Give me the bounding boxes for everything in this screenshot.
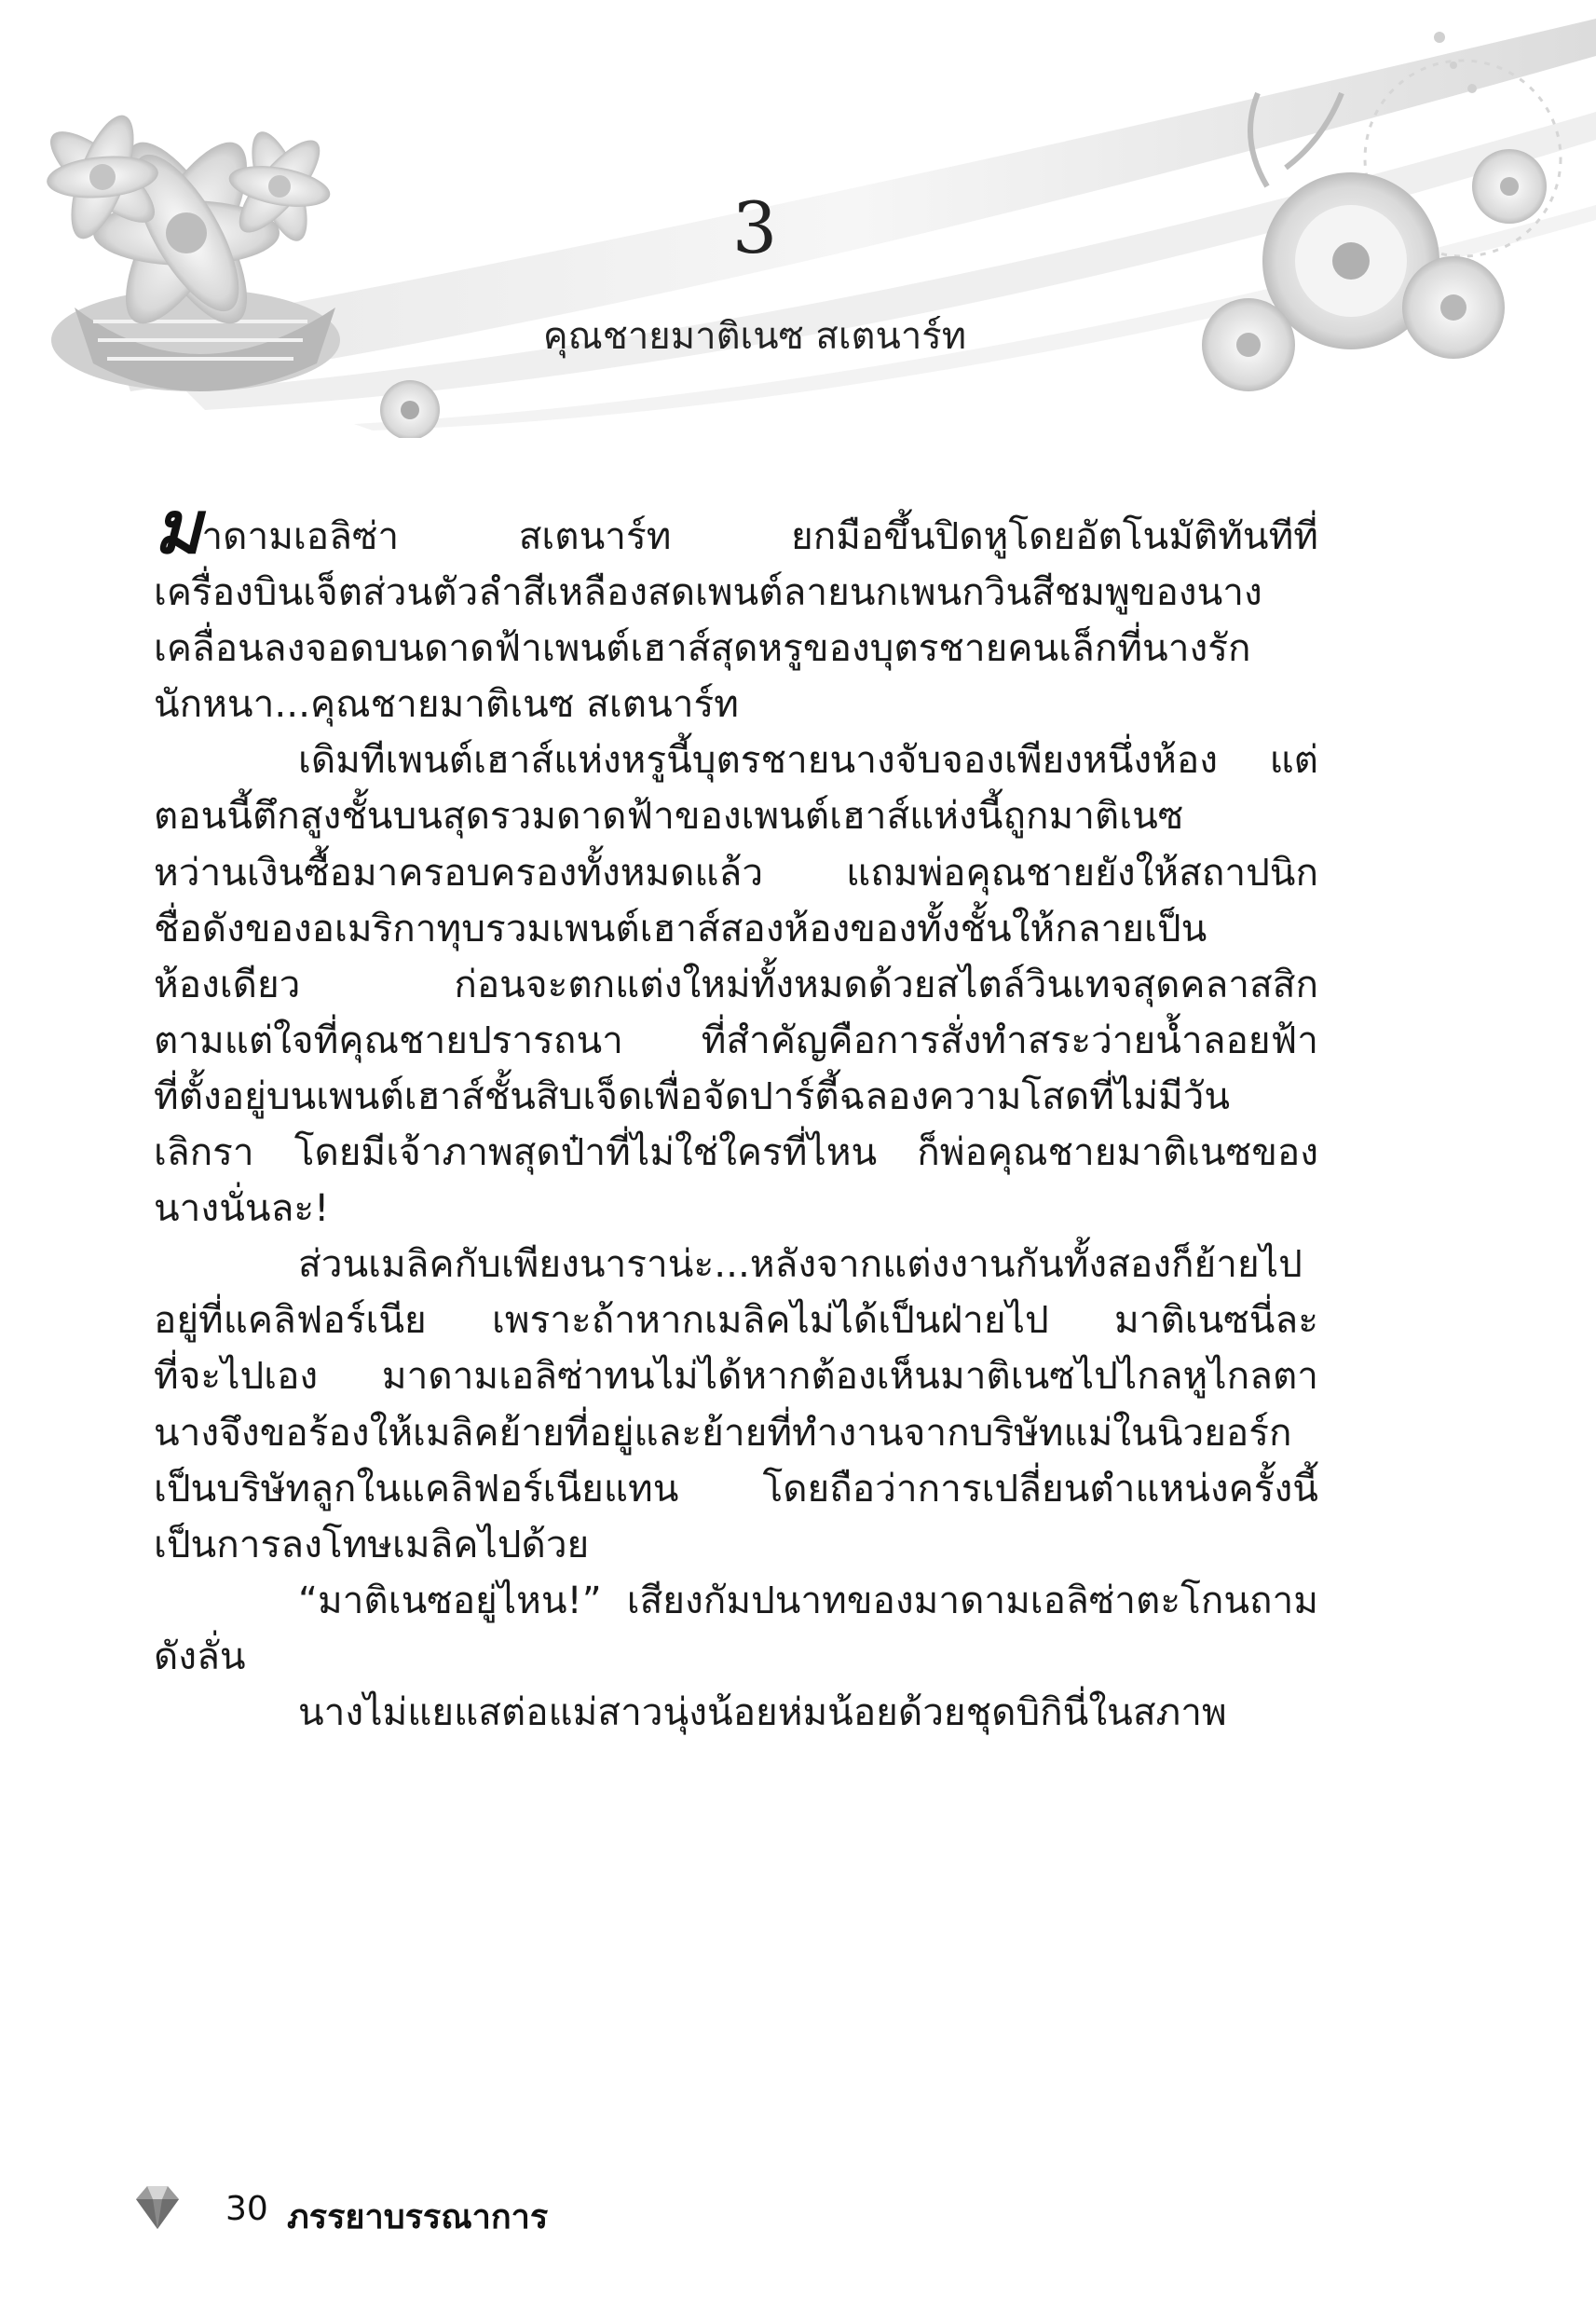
body-line-text: าดามเอลิซ่า สเตนาร์ท ยกมือขึ้นปิดหูโดยอัตโนมัติทันทีที่ <box>201 513 1318 558</box>
body-line: ส่วนเมลิคกับเพียงนาราน่ะ...หลังจากแต่งงานกันทั้งสองก็ย้ายไป <box>298 1241 1303 1287</box>
body-line: เครื่องบินเจ็ตส่วนตัวลำสีเหลืองสดเพนต์ลายนกเพนกวินสีชมพูของนาง <box>154 569 1262 615</box>
body-line: นางไม่แยแสต่อแม่สาวนุ่งน้อยห่มน้อยด้วยชุดบิกินี่ในสภาพ <box>298 1689 1227 1734</box>
body-line: เป็นบริษัทลูกในแคลิฟอร์เนียแทน โดยถือว่าการเปลี่ยนตำแหน่งครั้งนี้ <box>154 1465 1318 1511</box>
body-line: เป็นการลงโทษเมลิคไปด้วย <box>154 1521 590 1566</box>
body-line: ตามแต่ใจที่คุณชายปรารถนา ที่สำคัญคือการสั่งทำสระว่ายน้ำลอยฟ้า <box>154 1017 1318 1062</box>
body-line: “มาติเนซอยู่ไหน!” เสียงกัมปนาทของมาดามเอลิซ่าตะโกนถาม <box>298 1577 1318 1622</box>
body-line: อยู่ที่แคลิฟอร์เนีย เพราะถ้าหากเมลิคไม่ได้เป็นฝ่ายไป มาติเนซนี่ละ <box>154 1297 1318 1343</box>
body-line: นางจึงขอร้องให้เมลิคย้ายที่อยู่และย้ายที่ทำงานจากบริษัทแม่ในนิวยอร์ก <box>154 1409 1292 1455</box>
book-title: ภรรยาบรรณาการ <box>287 2198 549 2236</box>
body-line: ที่ตั้งอยู่บนเพนต์เฮาส์ชั้นสิบเจ็ดเพื่อจัดปาร์ตี้ฉลองความโสดที่ไม่มีวัน <box>154 1073 1231 1118</box>
body-line: เคลื่อนลงจอดบนดาดฟ้าเพนต์เฮาส์สุดหรูของบุตรชายคนเล็กที่นางรัก <box>154 625 1251 671</box>
gem-icon <box>130 2181 184 2235</box>
body-line: ที่จะไปเอง มาดามเอลิซ่าทนไม่ได้หากต้องเห็นมาติเนซไปไกลหูไกลตา <box>154 1353 1318 1399</box>
chapter-number: 3 <box>731 186 778 269</box>
page-footer <box>130 2181 783 2236</box>
body-line: ชื่อดังของอเมริกาทุบรวมเพนต์เฮาส์สองห้องของทั้งชั้นให้กลายเป็น <box>154 905 1207 950</box>
body-line: ดังลั่น <box>154 1633 246 1678</box>
body-line: เดิมทีเพนต์เฮาส์แห่งหรูนี้บุตรชายนางจับจองเพียงหนึ่งห้อง แต่ <box>298 737 1318 783</box>
body-line: เลิกรา โดยมีเจ้าภาพสุดป๋าที่ไม่ใช่ใครที่ไหน ก็พ่อคุณชายมาติเนซของ <box>154 1129 1318 1175</box>
chapter-title: คุณชายมาติเนซ สเตนาร์ท <box>542 315 967 358</box>
body-line: ห้องเดียว ก่อนจะตกแต่งใหม่ทั้งหมดด้วยสไตล์วินเทจสุดคลาสสิก <box>154 961 1318 1006</box>
body-line: นักหนา...คุณชายมาติเนซ สเตนาร์ท <box>154 681 739 727</box>
body-line <box>154 485 1318 570</box>
chapter-body <box>154 485 1318 1740</box>
body-line: นางนั่นละ! <box>154 1185 330 1231</box>
dropcap-letter: ม <box>154 485 202 570</box>
body-line: ตอนนี้ตึกสูงชั้นบนสุดรวมดาดฟ้าของเพนต์เฮาส์แห่งนี้ถูกมาติเนซ <box>154 793 1184 839</box>
body-line: หว่านเงินซื้อมาครอบครองทั้งหมดแล้ว แถมพ่อคุณชายยังให้สถาปนิก <box>154 849 1318 895</box>
page-number: 30 <box>225 2190 268 2228</box>
